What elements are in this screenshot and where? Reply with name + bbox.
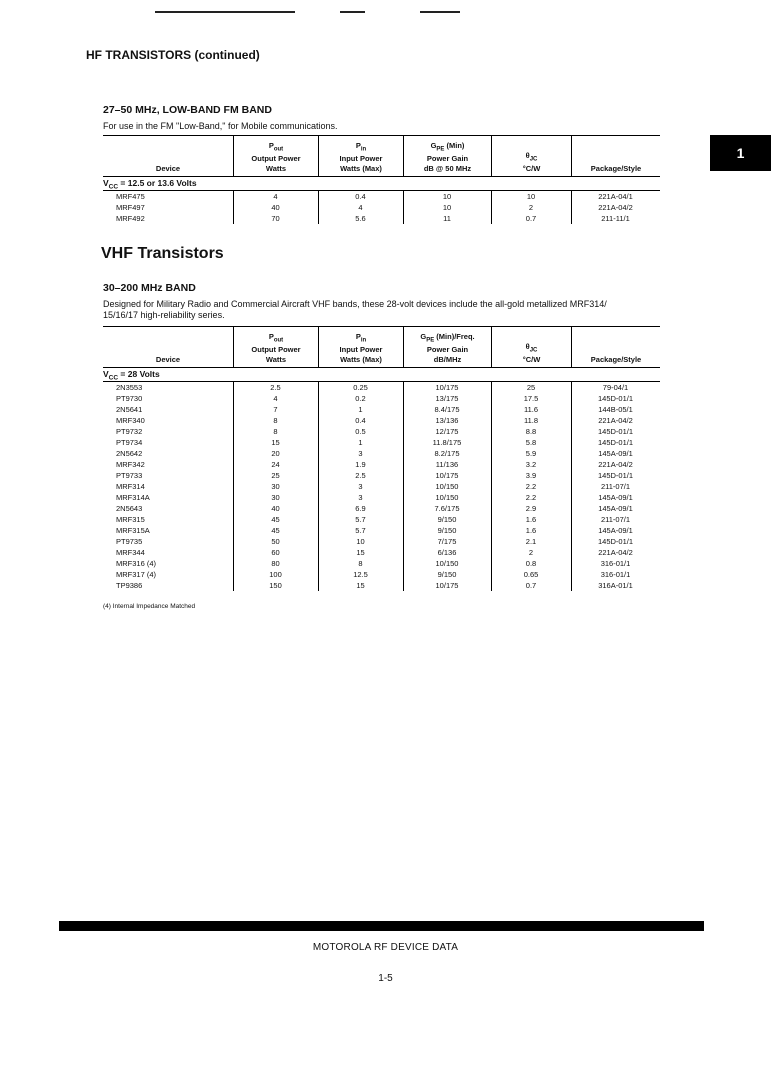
table-row xyxy=(103,202,660,213)
section-continued-title: HF TRANSISTORS (continued) xyxy=(86,48,260,62)
col-theta-unit: °C/W xyxy=(522,355,541,364)
pout-cell: 80 xyxy=(271,559,280,568)
pin-cell: 3 xyxy=(358,449,363,458)
gain-cell: 11 xyxy=(443,214,451,223)
col-pout-label: Output Power xyxy=(251,154,301,163)
column-divider xyxy=(318,191,319,224)
package-cell: 145A-09/1 xyxy=(598,449,633,458)
device-cell: PT9734 xyxy=(116,438,143,447)
gain-cell: 10/175 xyxy=(435,581,459,590)
pin-cell: 0.2 xyxy=(355,394,366,403)
table-row xyxy=(103,558,660,569)
pin-cell: 0.25 xyxy=(353,383,368,392)
package-cell: 211-11/1 xyxy=(601,214,630,223)
device-cell: MRF475 xyxy=(116,192,145,201)
table-row xyxy=(103,569,660,580)
pout-cell: 70 xyxy=(271,214,280,223)
theta-cell: 11.8 xyxy=(523,416,539,425)
table-header xyxy=(103,326,660,368)
table-row xyxy=(103,470,660,481)
col-gain-unit: dB/MHz xyxy=(433,355,462,364)
pout-cell: 45 xyxy=(271,515,280,524)
table-row xyxy=(103,404,660,415)
pout-cell: 40 xyxy=(271,504,280,513)
device-cell: MRF316 (4) xyxy=(116,559,157,568)
lowband-rows xyxy=(103,191,660,224)
device-cell: MRF342 xyxy=(116,460,145,469)
theta-cell: 3.9 xyxy=(525,471,537,480)
pout-cell: 30 xyxy=(271,493,280,502)
table-row xyxy=(103,437,660,448)
gain-cell: 10 xyxy=(442,203,452,212)
col-gain-symbol: $G_{PE}$ (Min) xyxy=(430,140,465,152)
pout-cell: 150 xyxy=(269,581,282,590)
col-pin-unit: Watts (Max) xyxy=(340,355,382,364)
pin-cell: 3 xyxy=(358,482,363,491)
col-device-label: Device xyxy=(155,355,181,364)
device-cell: 2N5643 xyxy=(116,504,143,513)
package-cell: 221A-04/2 xyxy=(598,203,633,212)
theta-cell: 2.2 xyxy=(525,482,537,491)
pout-cell: 4 xyxy=(273,192,278,201)
gain-cell: 10/150 xyxy=(435,559,459,568)
theta-cell: 0.7 xyxy=(525,214,537,223)
table-row xyxy=(103,580,660,591)
col-pin-label: Input Power xyxy=(339,345,383,354)
lowband-table xyxy=(103,135,660,224)
table-row xyxy=(103,525,660,536)
theta-cell: 2.1 xyxy=(525,537,537,546)
col-gain-unit: dB @ 50 MHz xyxy=(423,164,472,173)
pout-cell: 2.5 xyxy=(270,383,281,392)
col-pin-symbol: $P_{in}$ xyxy=(355,140,367,152)
pout-cell: 7 xyxy=(273,405,278,414)
table-row xyxy=(103,213,660,224)
col-pin-label: Input Power xyxy=(339,154,383,163)
gain-cell: 10/150 xyxy=(435,493,459,502)
pin-cell: 0.4 xyxy=(355,192,366,201)
device-cell: 2N3553 xyxy=(116,383,143,392)
footer-rule xyxy=(59,921,704,931)
vhf-section-title: VHF Transistors xyxy=(101,245,224,262)
pin-cell: 8 xyxy=(358,559,363,568)
pout-cell: 60 xyxy=(271,548,280,557)
column-divider xyxy=(233,191,234,224)
theta-cell: 2 xyxy=(528,548,534,557)
theta-cell: 11.6 xyxy=(523,405,539,414)
pin-cell: 0.4 xyxy=(355,416,366,425)
vhf-description-line2: 15/16/17 high-reliability series. xyxy=(103,310,225,320)
table-row xyxy=(103,448,660,459)
theta-cell: 2.2 xyxy=(525,493,537,502)
col-gain-label: Power Gain xyxy=(426,154,469,163)
pout-cell: 15 xyxy=(271,438,280,447)
gain-cell: 9/150 xyxy=(437,526,457,535)
col-pout-unit: Watts xyxy=(265,164,287,173)
gain-cell: 10 xyxy=(442,192,452,201)
footer-title: MOTOROLA RF DEVICE DATA xyxy=(312,942,459,953)
vhf-band-title: 30–200 MHz BAND xyxy=(103,282,196,294)
gain-cell: 8.2/175 xyxy=(434,449,460,458)
col-device xyxy=(103,136,233,176)
top-rule xyxy=(420,11,460,13)
device-cell: PT9733 xyxy=(116,471,143,480)
theta-cell: 17.5 xyxy=(523,394,539,403)
col-gain xyxy=(403,136,491,176)
device-cell: 2N5641 xyxy=(116,405,143,414)
package-cell: 221A-04/1 xyxy=(598,192,633,201)
table-row xyxy=(103,382,660,393)
pin-cell: 4 xyxy=(358,203,363,212)
col-device xyxy=(103,327,233,367)
pout-cell: 4 xyxy=(273,394,278,403)
vcc-condition: $V_{CC} = 28$ Volts xyxy=(103,368,660,382)
theta-cell: 0.7 xyxy=(525,581,537,590)
top-rule xyxy=(340,11,365,13)
table-row xyxy=(103,191,660,202)
gain-cell: 13/175 xyxy=(435,394,459,403)
col-pin xyxy=(318,327,403,367)
package-cell: 145A-09/1 xyxy=(598,504,633,513)
vcc-condition: $V_{CC} = 12.5$ or 13.6 Volts xyxy=(103,177,660,191)
column-divider xyxy=(491,191,492,224)
table-row xyxy=(103,536,660,547)
pout-cell: 30 xyxy=(271,482,280,491)
device-cell: MRF317 (4) xyxy=(116,570,157,579)
device-cell: PT9732 xyxy=(116,427,143,436)
gain-cell: 7.6/175 xyxy=(434,504,460,513)
col-pin-unit: Watts (Max) xyxy=(340,164,382,173)
col-theta-symbol: $\theta_{JC}$ xyxy=(525,341,538,353)
pin-cell: 1 xyxy=(358,438,363,447)
device-cell: 2N5642 xyxy=(116,449,143,458)
column-divider xyxy=(491,382,492,591)
pout-cell: 8 xyxy=(273,427,278,436)
gain-cell: 11/136 xyxy=(435,460,459,469)
pin-cell: 5.6 xyxy=(355,214,366,223)
col-theta xyxy=(491,136,571,176)
pin-cell: 5.7 xyxy=(355,526,366,535)
package-cell: 316-01/1 xyxy=(600,559,631,568)
package-cell: 145D-01/1 xyxy=(597,537,634,546)
package-cell: 79-04/1 xyxy=(602,383,629,392)
table-header xyxy=(103,135,660,177)
col-device-label: Device xyxy=(155,164,181,173)
table-row xyxy=(103,481,660,492)
pout-cell: 8 xyxy=(273,416,278,425)
col-theta-unit: °C/W xyxy=(522,164,541,173)
device-cell: MRF340 xyxy=(116,416,145,425)
col-pout-label: Output Power xyxy=(251,345,301,354)
lowband-description: For use in the FM "Low-Band," for Mobile communications. xyxy=(103,121,338,131)
gain-cell: 12/175 xyxy=(435,427,459,436)
col-package xyxy=(571,327,660,367)
theta-cell: 2.9 xyxy=(525,504,537,513)
gain-cell: 10/150 xyxy=(435,482,459,491)
pin-cell: 2.5 xyxy=(355,471,366,480)
theta-cell: 3.2 xyxy=(525,460,537,469)
col-package-label: Package/Style xyxy=(590,355,642,364)
device-cell: MRF344 xyxy=(116,548,145,557)
pin-cell: 1.9 xyxy=(355,460,366,469)
pin-cell: 6.9 xyxy=(355,504,366,513)
col-pout-symbol: $P_{out}$ xyxy=(268,140,284,152)
pout-cell: 40 xyxy=(271,203,280,212)
pin-cell: 10 xyxy=(356,537,365,546)
gain-cell: 11.8/175 xyxy=(432,438,462,447)
package-cell: 145D-01/1 xyxy=(597,438,634,447)
col-pout-unit: Watts xyxy=(265,355,287,364)
col-pout xyxy=(233,327,318,367)
pout-cell: 24 xyxy=(271,460,280,469)
theta-cell: 0.8 xyxy=(525,559,537,568)
theta-cell: 0.65 xyxy=(523,570,539,579)
column-divider xyxy=(318,382,319,591)
theta-cell: 8.8 xyxy=(525,427,537,436)
column-divider xyxy=(233,382,234,591)
table-row xyxy=(103,459,660,470)
theta-cell: 1.6 xyxy=(525,515,537,524)
col-pin-symbol: $P_{in}$ xyxy=(355,331,367,343)
pout-cell: 45 xyxy=(271,526,280,535)
device-cell: MRF497 xyxy=(116,203,145,212)
theta-cell: 10 xyxy=(526,192,536,201)
package-cell: 211-07/1 xyxy=(600,515,631,524)
theta-cell: 5.9 xyxy=(525,449,537,458)
pout-cell: 20 xyxy=(271,449,280,458)
gain-cell: 9/150 xyxy=(437,570,457,579)
package-cell: 145D-01/1 xyxy=(597,394,634,403)
footnote: (4) Internal Impedance Matched xyxy=(103,603,196,610)
col-gain xyxy=(403,327,491,367)
table-row xyxy=(103,393,660,404)
col-theta-symbol: $\theta_{JC}$ xyxy=(525,150,538,162)
package-cell: 316A-01/1 xyxy=(598,581,633,590)
package-cell: 316-01/1 xyxy=(600,570,631,579)
gain-cell: 8.4/175 xyxy=(434,405,460,414)
pin-cell: 5.7 xyxy=(355,515,366,524)
package-cell: 221A-04/2 xyxy=(598,416,633,425)
pin-cell: 3 xyxy=(358,493,363,502)
gain-cell: 9/150 xyxy=(437,515,457,524)
device-cell: PT9735 xyxy=(116,537,143,546)
pout-cell: 100 xyxy=(269,570,282,579)
package-cell: 221A-04/2 xyxy=(598,548,633,557)
theta-cell: 1.6 xyxy=(525,526,537,535)
package-cell: 145D-01/1 xyxy=(597,427,634,436)
package-cell: 145A-09/1 xyxy=(598,526,633,535)
col-pin xyxy=(318,136,403,176)
col-package-label: Package/Style xyxy=(590,164,642,173)
theta-cell: 25 xyxy=(526,383,536,392)
col-package xyxy=(571,136,660,176)
package-cell: 211-07/1 xyxy=(600,482,631,491)
theta-cell: 2 xyxy=(528,203,534,212)
col-gain-label: Power Gain xyxy=(426,345,469,354)
col-gain-symbol: $G_{PE}$ (Min)/Freq. xyxy=(420,331,475,343)
top-rule xyxy=(155,11,295,13)
col-pout-symbol: $P_{out}$ xyxy=(268,331,284,343)
column-divider xyxy=(403,382,404,591)
page-number: 1-5 xyxy=(378,973,393,984)
package-cell: 145D-01/1 xyxy=(597,471,634,480)
column-divider xyxy=(403,191,404,224)
pout-cell: 50 xyxy=(271,537,280,546)
gain-cell: 7/175 xyxy=(437,537,457,546)
device-cell: MRF315A xyxy=(116,526,150,535)
device-cell: MRF314A xyxy=(116,493,150,502)
table-row xyxy=(103,492,660,503)
lowband-title: 27–50 MHz, LOW-BAND FM BAND xyxy=(103,104,272,116)
pin-cell: 0.5 xyxy=(355,427,366,436)
column-divider xyxy=(571,382,572,591)
pin-cell: 15 xyxy=(356,548,365,557)
package-cell: 221A-04/2 xyxy=(598,460,633,469)
package-cell: 144B-05/1 xyxy=(598,405,633,414)
table-row xyxy=(103,415,660,426)
theta-cell: 5.8 xyxy=(525,438,537,447)
device-cell: TP9386 xyxy=(116,581,143,590)
vhf-table xyxy=(103,326,660,591)
chapter-number: 1 xyxy=(736,145,745,161)
gain-cell: 10/175 xyxy=(435,471,459,480)
device-cell: MRF314 xyxy=(116,482,145,491)
table-row xyxy=(103,426,660,437)
vhf-rows xyxy=(103,382,660,591)
device-cell: PT9730 xyxy=(116,394,143,403)
chapter-tab xyxy=(710,135,771,171)
table-row xyxy=(103,547,660,558)
gain-cell: 10/175 xyxy=(435,383,459,392)
vhf-description-line1: Designed for Military Radio and Commercial Aircraft VHF bands, these 28-volt devices include the all-gold metallized MRF314/ xyxy=(103,299,607,309)
col-pout xyxy=(233,136,318,176)
pin-cell: 1 xyxy=(358,405,363,414)
col-theta xyxy=(491,327,571,367)
pout-cell: 25 xyxy=(271,471,280,480)
device-cell: MRF315 xyxy=(116,515,145,524)
device-cell: MRF492 xyxy=(116,214,145,223)
gain-cell: 13/136 xyxy=(435,416,459,425)
table-row xyxy=(103,503,660,514)
column-divider xyxy=(571,191,572,224)
package-cell: 145A-09/1 xyxy=(598,493,633,502)
gain-cell: 6/136 xyxy=(437,548,457,557)
pin-cell: 12.5 xyxy=(353,570,368,579)
pin-cell: 15 xyxy=(356,581,365,590)
table-row xyxy=(103,514,660,525)
